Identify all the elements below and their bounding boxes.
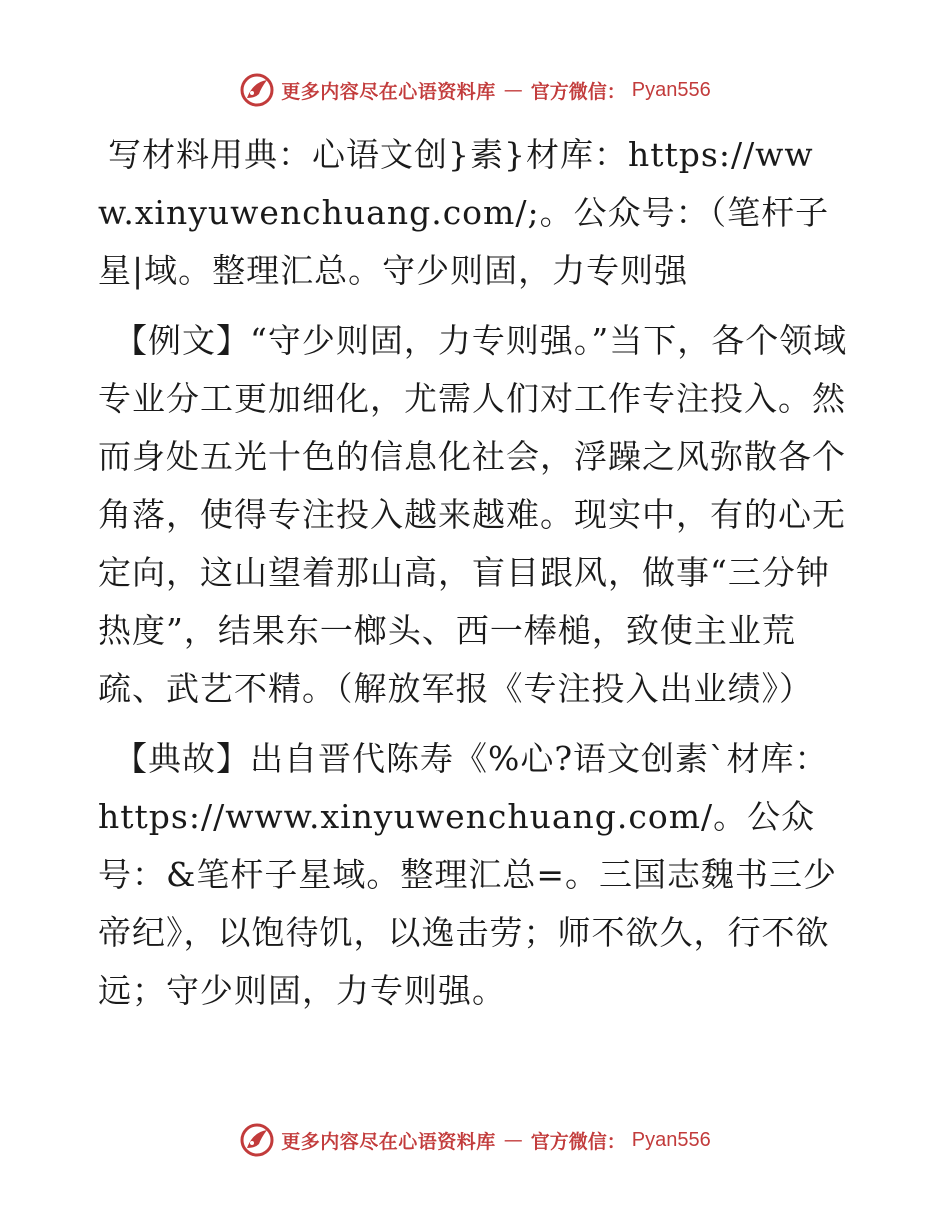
header-wechat-id: Pyan556 <box>631 78 711 101</box>
document-body <box>98 126 850 1032</box>
intro-paragraph: 写材料用典：心语文创}素}材库：https://www.xinyuwenchuang.com/;。公众号：（笔杆子星|域。整理汇总。守少则固，力专则强 <box>98 135 830 290</box>
xinyu-logo-icon <box>239 72 275 108</box>
footer-banner <box>0 1120 950 1160</box>
header-site-text: 更多内容尽在心语资料库 <box>281 80 496 103</box>
footer-wechat-label: 官方微信： <box>530 1130 626 1153</box>
header-wechat-label: 官方微信： <box>530 80 626 103</box>
footer-dash: — <box>503 1129 523 1151</box>
allusion-paragraph: 【典故】出自晋代陈寿《%心?语文创素`材库：https://www.xinyuwenchuang.com/。公众号：&笔杆子星域。整理汇总=。三国志魏书三少帝纪》，以饱待饥，以逸击劳；师不欲久，行不欲远；守少则固，力专则强。 <box>98 739 838 1010</box>
header-banner-inner <box>239 72 711 108</box>
footer-wechat-id: Pyan556 <box>631 1128 711 1151</box>
header-banner <box>0 70 950 110</box>
xinyu-logo-icon <box>239 1122 275 1158</box>
footer-banner-inner <box>239 1122 711 1158</box>
footer-site-text: 更多内容尽在心语资料库 <box>281 1130 496 1153</box>
header-dash: — <box>503 79 523 101</box>
example-paragraph: 【例文】“守少则固，力专则强。”当下，各个领域专业分工更加细化，尤需人们对工作专注投入。然而身处五光十色的信息化社会，浮躁之风弥散各个角落，使得专注投入越来越难。现实中，有的心无定向，这山望着那山高，盲目跟风，做事“三分钟热度”，结果东一榔头、西一棒槌，致使主业荒疏、武艺不精。（解放军报《专注投入出业绩》） <box>98 321 848 708</box>
